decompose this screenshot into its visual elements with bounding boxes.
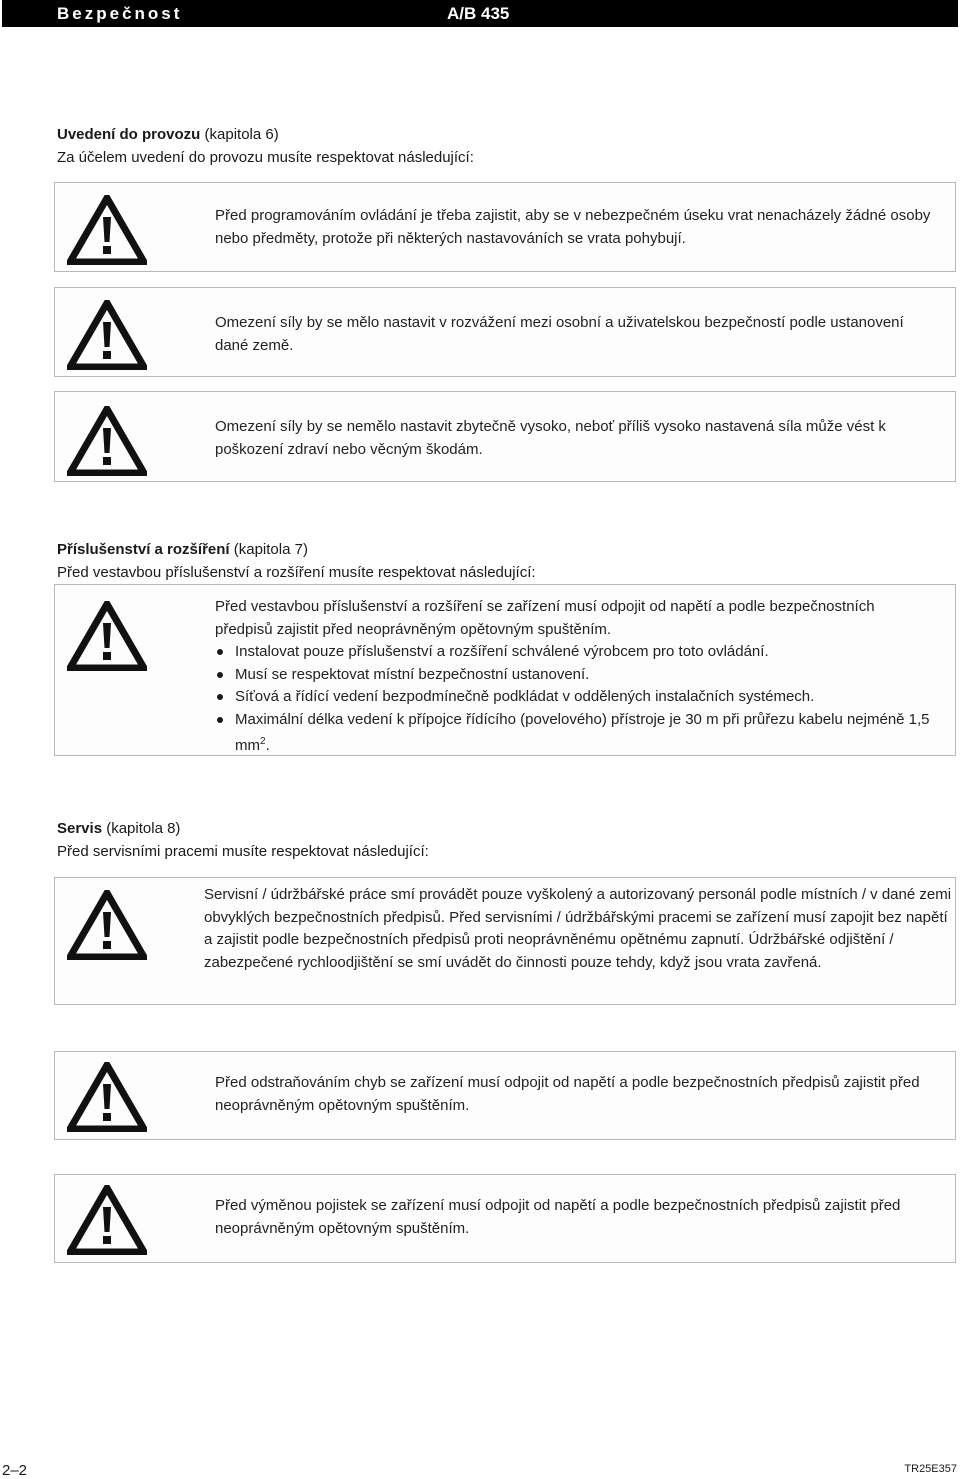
- section-chapter: (kapitola 8): [106, 820, 181, 837]
- bullet-item: Instalovat pouze příslušenství a rozšíření schválené výrobcem pro toto ovládání.: [215, 641, 935, 664]
- bullet-end: .: [265, 737, 270, 754]
- warning-triangle-icon: [67, 601, 147, 671]
- section-intro: Za účelem uvedení do provozu musíte respektovat následující:: [57, 149, 474, 166]
- warning-text: Servisní / údržbářské práce smí provádět pouze vyškolený a autorizovaný personál podle místních / v dané zemi obvyklých bezpečnostních předpisů. Před servisními / údržbářskými pracemi se zařízení musí zapojit bez napětí a zajistit podle bezpečnostních předpisů proti neoprávněnému opětnému zapnutí. Údržbářské odjištění / zabezpečené rychloodjištění se smí uvádět do činnosti pouze tehdy, když jsou vrata zavřená.: [204, 886, 952, 971]
- warning-box: [54, 391, 956, 482]
- section-chapter: (kapitola 7): [233, 541, 308, 558]
- header-section-title: Bezpečnost: [57, 4, 183, 23]
- warning-triangle-icon: [67, 406, 147, 476]
- warning-box: [54, 877, 956, 1005]
- warning-box: [54, 182, 956, 272]
- section-heading-accessories: [57, 539, 308, 561]
- header-model: A/B 435: [447, 4, 510, 23]
- bullet-text: Maximální délka vedení k přípojce řídícího (povelového) přístroje je 30 m při průřezu kabelu nejméně 1,5 mm: [235, 710, 930, 754]
- warning-triangle-icon: [67, 300, 147, 370]
- warning-text: Před vestavbou příslušenství a rozšíření se zařízení musí odpojit od napětí a podle bezpečnostních předpisů zajistit před neoprávněným opětovným spuštěním.: [215, 598, 875, 638]
- section-title: Servis: [57, 820, 103, 837]
- warning-triangle-icon: [67, 1062, 147, 1132]
- warning-box: [54, 1051, 956, 1140]
- warning-triangle-icon: [67, 890, 147, 960]
- warning-text: Před výměnou pojistek se zařízení musí odpojit od napětí a podle bezpečnostních předpisů zajistit před neoprávněným opětovným spuštěním.: [215, 1197, 901, 1237]
- warning-text: Omezení síly by se mělo nastavit v rozvážení mezi osobní a uživatelskou bezpečností podle ustanovení dané země.: [215, 314, 904, 354]
- warning-box: [54, 287, 956, 377]
- superscript: 2: [260, 736, 266, 747]
- section-chapter: (kapitola 6): [204, 126, 279, 143]
- warning-box: [54, 1174, 956, 1263]
- section-heading-service: [57, 818, 180, 840]
- header-bar: [2, 0, 958, 27]
- section-heading-commissioning: [57, 124, 279, 146]
- section-intro: Před servisními pracemi musíte respektovat následující:: [57, 843, 429, 860]
- warning-box: [54, 584, 956, 756]
- page-number: 2–2: [2, 1462, 28, 1479]
- bullet-item: Musí se respektovat místní bezpečnostní ustanovení.: [215, 664, 935, 687]
- warning-text: Před programováním ovládání je třeba zajistit, aby se v nebezpečném úseku vrat nenacházely žádné osoby nebo předměty, protože při některých nastavováních se vrata pohybují.: [215, 207, 931, 247]
- section-intro: Před vestavbou příslušenství a rozšíření musíte respektovat následující:: [57, 564, 536, 581]
- warning-text: Omezení síly by se nemělo nastavit zbytečně vysoko, neboť příliš vysoko nastavená síla může vést k poškození zdraví nebo věcným škodám.: [215, 418, 886, 458]
- warning-triangle-icon: [67, 1185, 147, 1255]
- document-code: TR25E357: [904, 1463, 957, 1475]
- section-title: Příslušenství a rozšíření: [57, 541, 230, 558]
- warning-text: Před odstraňováním chyb se zařízení musí odpojit od napětí a podle bezpečnostních předpisů zajistit před neoprávněným opětovným spuštěním.: [215, 1074, 920, 1114]
- warning-triangle-icon: [67, 195, 147, 265]
- bullet-list: [215, 641, 935, 758]
- section-title: Uvedení do provozu: [57, 126, 201, 143]
- bullet-item: [215, 709, 935, 758]
- warning-content: [215, 596, 935, 758]
- bullet-item: Síťová a řídící vedení bezpodmínečně podkládat v oddělených instalačních systémech.: [215, 686, 935, 709]
